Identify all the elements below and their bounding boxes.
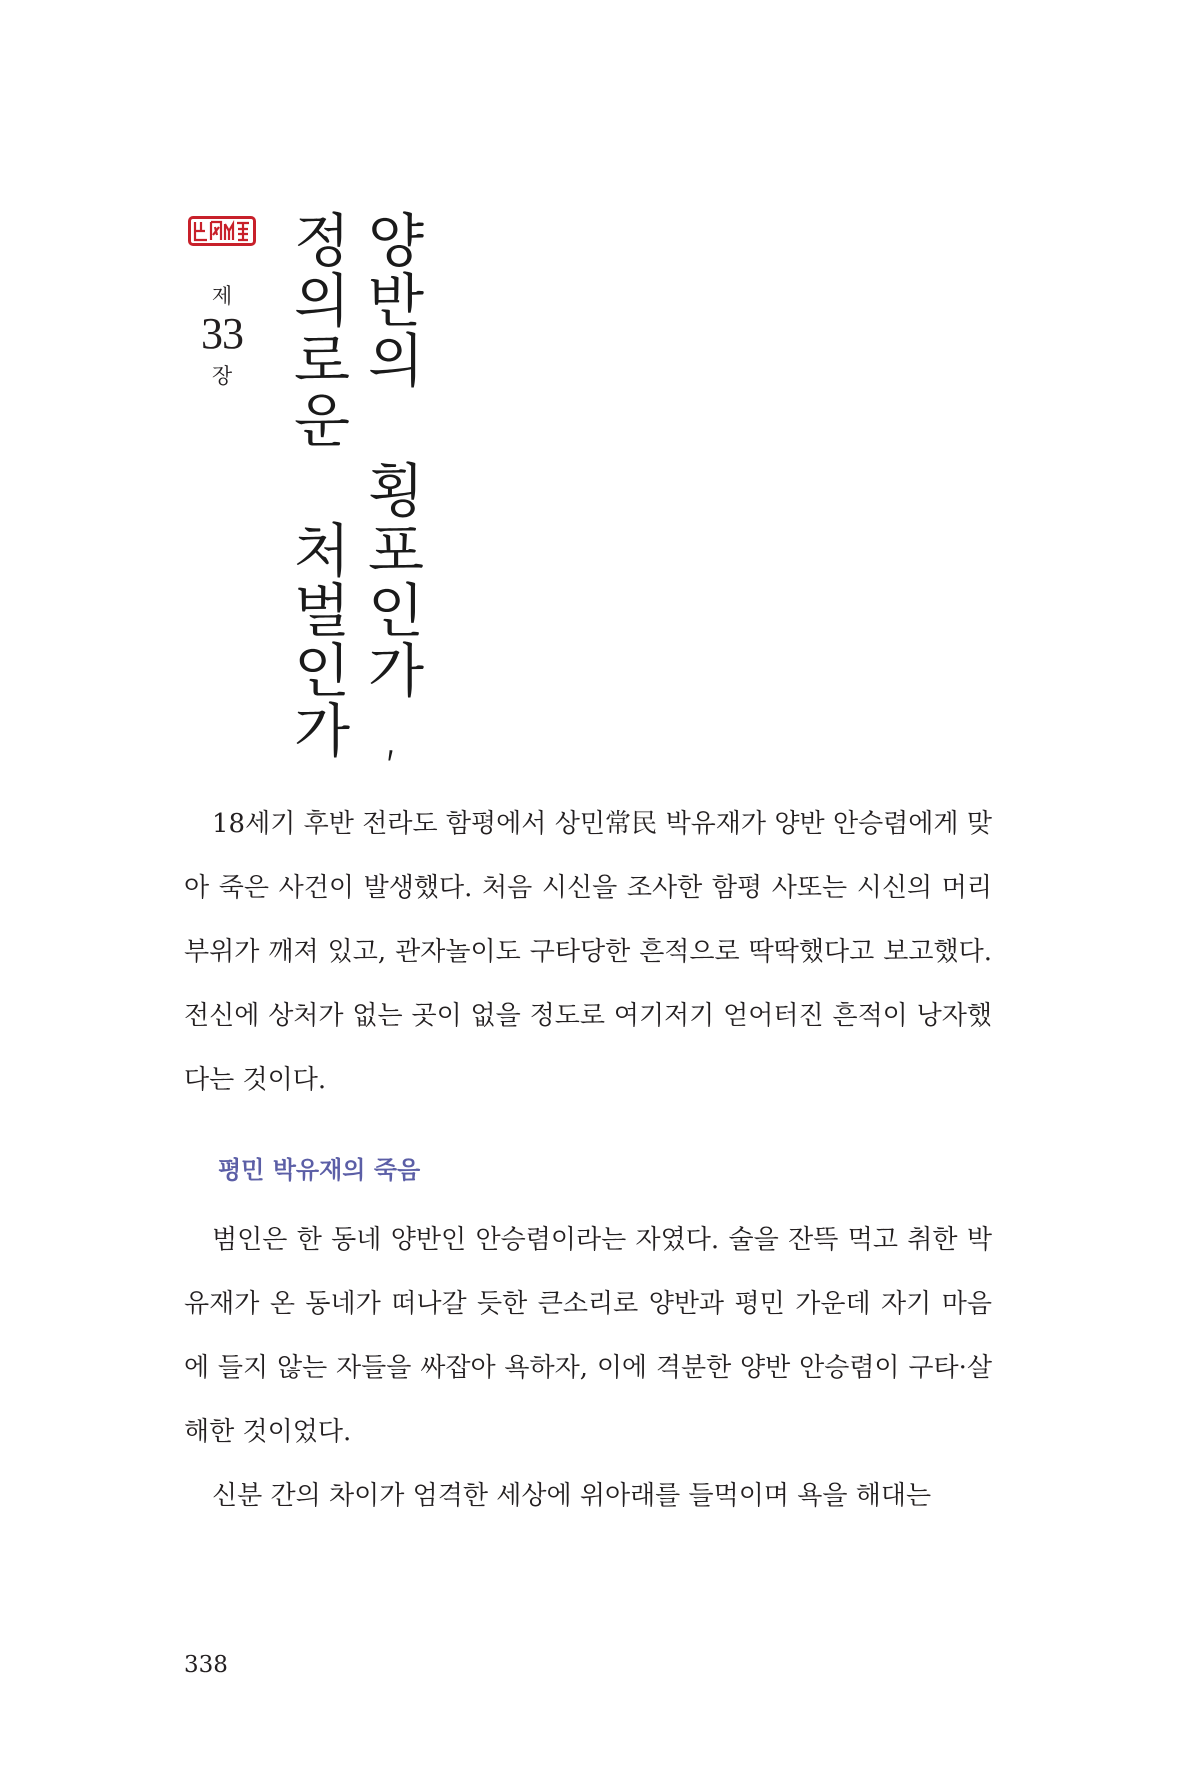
section-heading: 평민 박유재의 죽음	[218, 1156, 421, 1184]
chapter-title-line-1: 양반의 횡포인가,	[357, 210, 425, 770]
page-number: 338	[184, 1652, 228, 1678]
chapter-suffix: 장	[211, 364, 233, 388]
chapter-seal-stamp	[188, 216, 256, 246]
chapter-title-line-2: 정의로운 처벌인가	[283, 210, 351, 760]
body-paragraph-2: 범인은 한 동네 양반인 안승렴이라는 자였다. 술을 잔뜩 먹고 취한 박유재가 온 동네가 떠나갈 듯한 큰소리로 양반과 평민 가운데 자기 마음에 들지 않는 자들을 싸잡아 욕하자, 이에 격분한 양반 안승렴이 구타·살해한 것이었다.	[184, 1225, 992, 1447]
chapter-number: 33	[201, 309, 243, 358]
chapter-prefix: 제	[211, 284, 233, 308]
body-paragraph-1: 18세기 후반 전라도 함평에서 상민常民 박유재가 양반 안승렴에게 맞아 죽은 사건이 발생했다. 처음 시신을 조사한 함평 사또는 시신의 머리 부위가 깨져 있고, 관자놀이도 구타당한 흔적으로 딱딱했다고 보고했다. 전신에 상처가 없는 곳이 없을 정도로 여기저기 얻어터진 흔적이 낭자했다는 것이다.	[184, 809, 992, 1095]
body-paragraph-3: 신분 간의 차이가 엄격한 세상에 위아래를 들먹이며 욕을 해대는	[212, 1481, 932, 1511]
